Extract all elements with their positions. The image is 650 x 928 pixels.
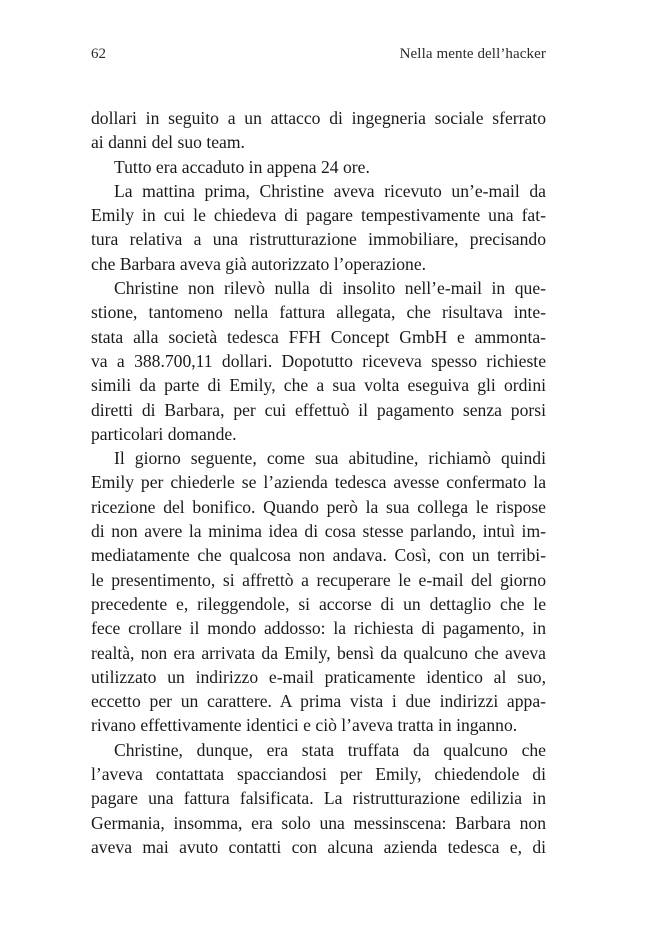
paragraph-line: ai danni del suo team. [91, 132, 245, 153]
paragraph-line: pagare una fattura falsificata. La ristrutturazione edilizia in [91, 788, 546, 809]
paragraph-line: diretti di Barbara, per cui effettuò il pagamento senza porsi [91, 399, 546, 420]
paragraph-line: di non avere la minima idea di cosa stesse parlando, intuì im- [91, 521, 546, 542]
paragraph-line: eccetto per un carattere. A prima vista i due indirizzi appa- [91, 691, 546, 712]
paragraph-line: Tutto era accaduto in appena 24 ore. [114, 156, 370, 177]
paragraph-line: Emily in cui le chiedeva di pagare tempestivamente una fat- [91, 205, 546, 226]
paragraph-line: particolari domande. [91, 423, 237, 444]
paragraph-line: ricezione del bonifico. Quando però la sua collega le rispose [91, 496, 546, 517]
body-text [91, 106, 546, 859]
paragraph-line: fece crollare il mondo addosso: la richiesta di pagamento, in [91, 618, 546, 639]
paragraph-line: che Barbara aveva già autorizzato l’operazione. [91, 253, 427, 274]
paragraph-line: La mattina prima, Christine aveva ricevuto un’e-mail da [114, 180, 546, 201]
running-title: Nella mente dell’hacker [399, 46, 546, 62]
paragraph-line: rivano effettivamente identici e ciò l’aveva tratta in inganno. [91, 715, 518, 736]
paragraph-line: utilizzato un indirizzo e-mail praticamente identico al suo, [91, 666, 546, 687]
paragraph-line: tura relativa a una ristrutturazione immobiliare, precisando [91, 229, 546, 250]
paragraph-line: realtà, non era arrivata da Emily, bensì da qualcuno che aveva [91, 642, 546, 663]
paragraph-line: Emily per chiederle se l’azienda tedesca avesse confermato la [91, 472, 546, 493]
paragraph-line: Christine non rilevò nulla di insolito nell’e-mail in que- [114, 278, 546, 299]
paragraph-line: aveva mai avuto contatti con alcuna azienda tedesca e, di [91, 836, 546, 857]
paragraph-line: simili da parte di Emily, che a sua volta eseguiva gli ordini [91, 375, 546, 396]
paragraph-line: precedente e, rileggendole, si accorse di un dettaglio che le [91, 593, 546, 614]
page-number: 62 [91, 46, 106, 62]
paragraph-line: le presentimento, si affrettò a recuperare le e-mail del giorno [91, 569, 546, 590]
paragraph-line: stione, tantomeno nella fattura allegata, che risultava inte- [91, 302, 546, 323]
page-header [91, 43, 546, 65]
paragraph-line: dollari in seguito a un attacco di ingegneria sociale sferrato [91, 108, 546, 128]
paragraph-line: Il giorno seguente, come sua abitudine, richiamò quindi [114, 448, 546, 469]
paragraph-line: va a 388.700,11 dollari. Dopotutto riceveva spesso richieste [91, 350, 546, 371]
paragraph-line: l’aveva contattata spacciandosi per Emily, chiedendole di [91, 764, 546, 785]
paragraph-line: Germania, insomma, era solo una messinscena: Barbara non [91, 812, 546, 833]
paragraph-line: stata alla società tedesca FFH Concept GmbH e ammonta- [91, 326, 546, 347]
paragraph-line: mediatamente che qualcosa non andava. Così, con un terribi- [91, 545, 546, 566]
paragraph-line: Christine, dunque, era stata truffata da qualcuno che [114, 739, 546, 760]
